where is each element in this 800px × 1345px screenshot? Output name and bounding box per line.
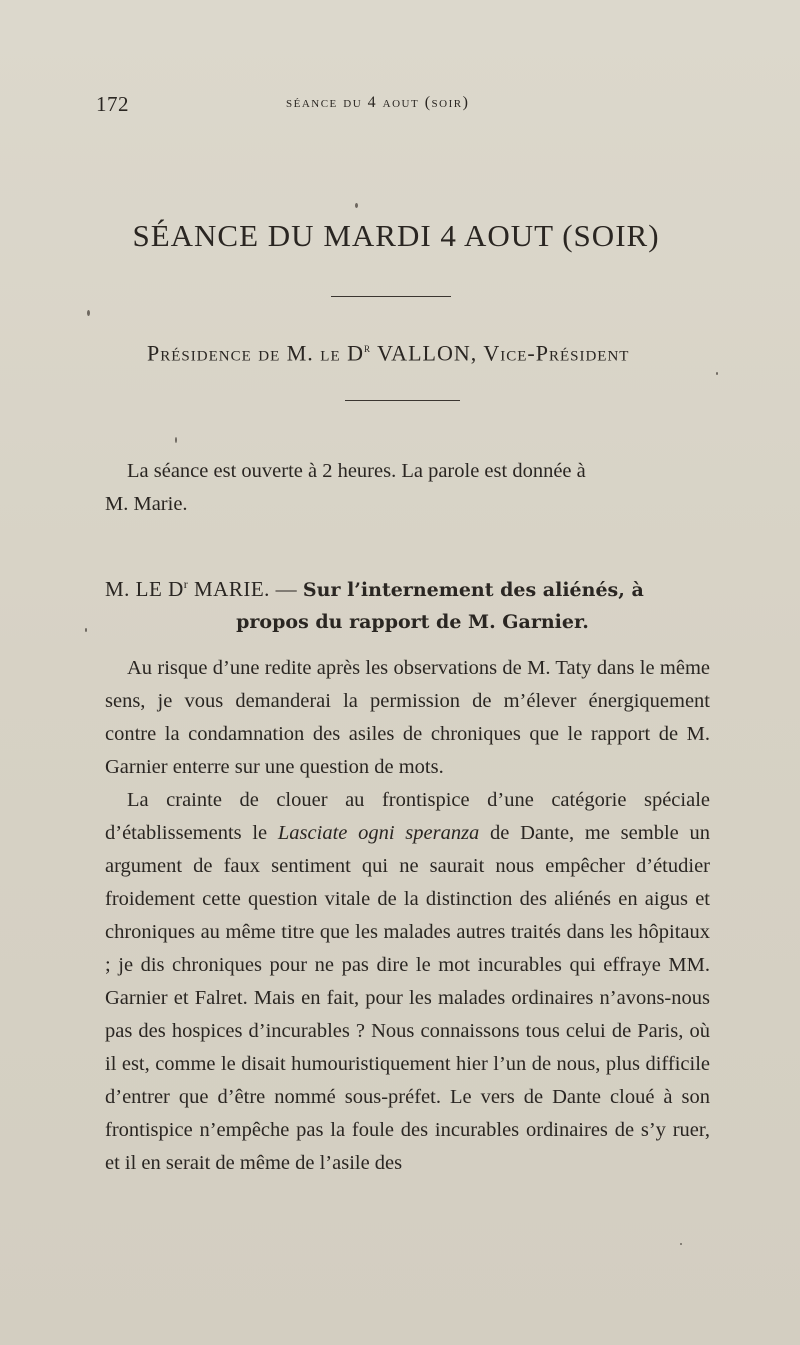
body-paragraph-2-start: La crainte de clouer au frontispice d’une catégorie spéciale d’établissements le (105, 789, 710, 844)
speaker-name-prefix: M. LE D (105, 577, 184, 601)
ink-speck (175, 437, 177, 443)
opening-line-2: M. Marie. (105, 493, 188, 515)
opening-paragraph (105, 455, 710, 521)
presidency-suffix: VALLON, Vice-Président (371, 340, 630, 366)
session-title: SÉANCE DU MARDI 4 AOUT (SOIR) (132, 218, 660, 253)
body-text (105, 652, 710, 1180)
speaker-name-sup: r (183, 577, 189, 591)
speaker-name (105, 577, 303, 601)
presidency-line (147, 340, 707, 366)
opening-line-1: La séance est ouverte à 2 heures. La parole est donnée à (127, 460, 586, 482)
divider-rule-bottom (345, 400, 460, 401)
ink-speck (85, 628, 87, 632)
speaker-heading (105, 569, 710, 638)
ink-speck (355, 203, 358, 208)
running-title: séance du 4 aout (soir) (286, 94, 470, 111)
speaker-subject-line-2: propos du rapport de M. Garnier. (236, 611, 589, 633)
presidency-sup: r (364, 340, 372, 355)
body-paragraph-1: Au risque d’une redite après les observations de M. Taty dans le même sens, je vous demanderai la permission de m’élever énergiquement contre la condamnation des asiles de chroniques que le rapport de M. Garnier enterre sur une question de mots. (105, 657, 710, 778)
body-paragraph-2-quote: Lasciate ogni speranza (277, 822, 480, 844)
page-number: 172 (96, 92, 129, 116)
running-head (96, 92, 706, 120)
presidency-prefix: Présidence de M. le D (147, 340, 365, 366)
body-paragraph-2 (105, 784, 710, 1180)
divider-rule-top (331, 296, 451, 297)
speaker-name-suffix: MARIE. — (188, 577, 303, 601)
body-paragraph-2-end: de Dante, me semble un argument de faux sentiment qui ne saurait nous empêcher d’étudier froidement cette question vitale de la distinction des aliénés en aigus et chroniques au même titre que les malades autres traités dans les hôpitaux ; je dis chroniques pour ne pas dire le mot incurables qui effraye MM. Garnier et Falret. Mais en fait, pour les malades ordinaires n’avons-nous pas des hospices d’incurables ? Nous connaissons tous celui de Paris, où il est, comme le disait humouristiquement hier l’un de nous, plus difficile d’entrer que d’être nommé sous-préfet. Le vers de Dante cloué à son frontispice n’empêche pas la foule des incurables ordinaires de s’y ruer, et il en serait de même de l’asile des (105, 822, 710, 1174)
ink-speck (716, 372, 718, 375)
ink-speck (87, 310, 90, 316)
ink-speck (680, 1243, 682, 1245)
speaker-subject-line-1: Sur l’internement des aliénés, à (302, 579, 644, 601)
